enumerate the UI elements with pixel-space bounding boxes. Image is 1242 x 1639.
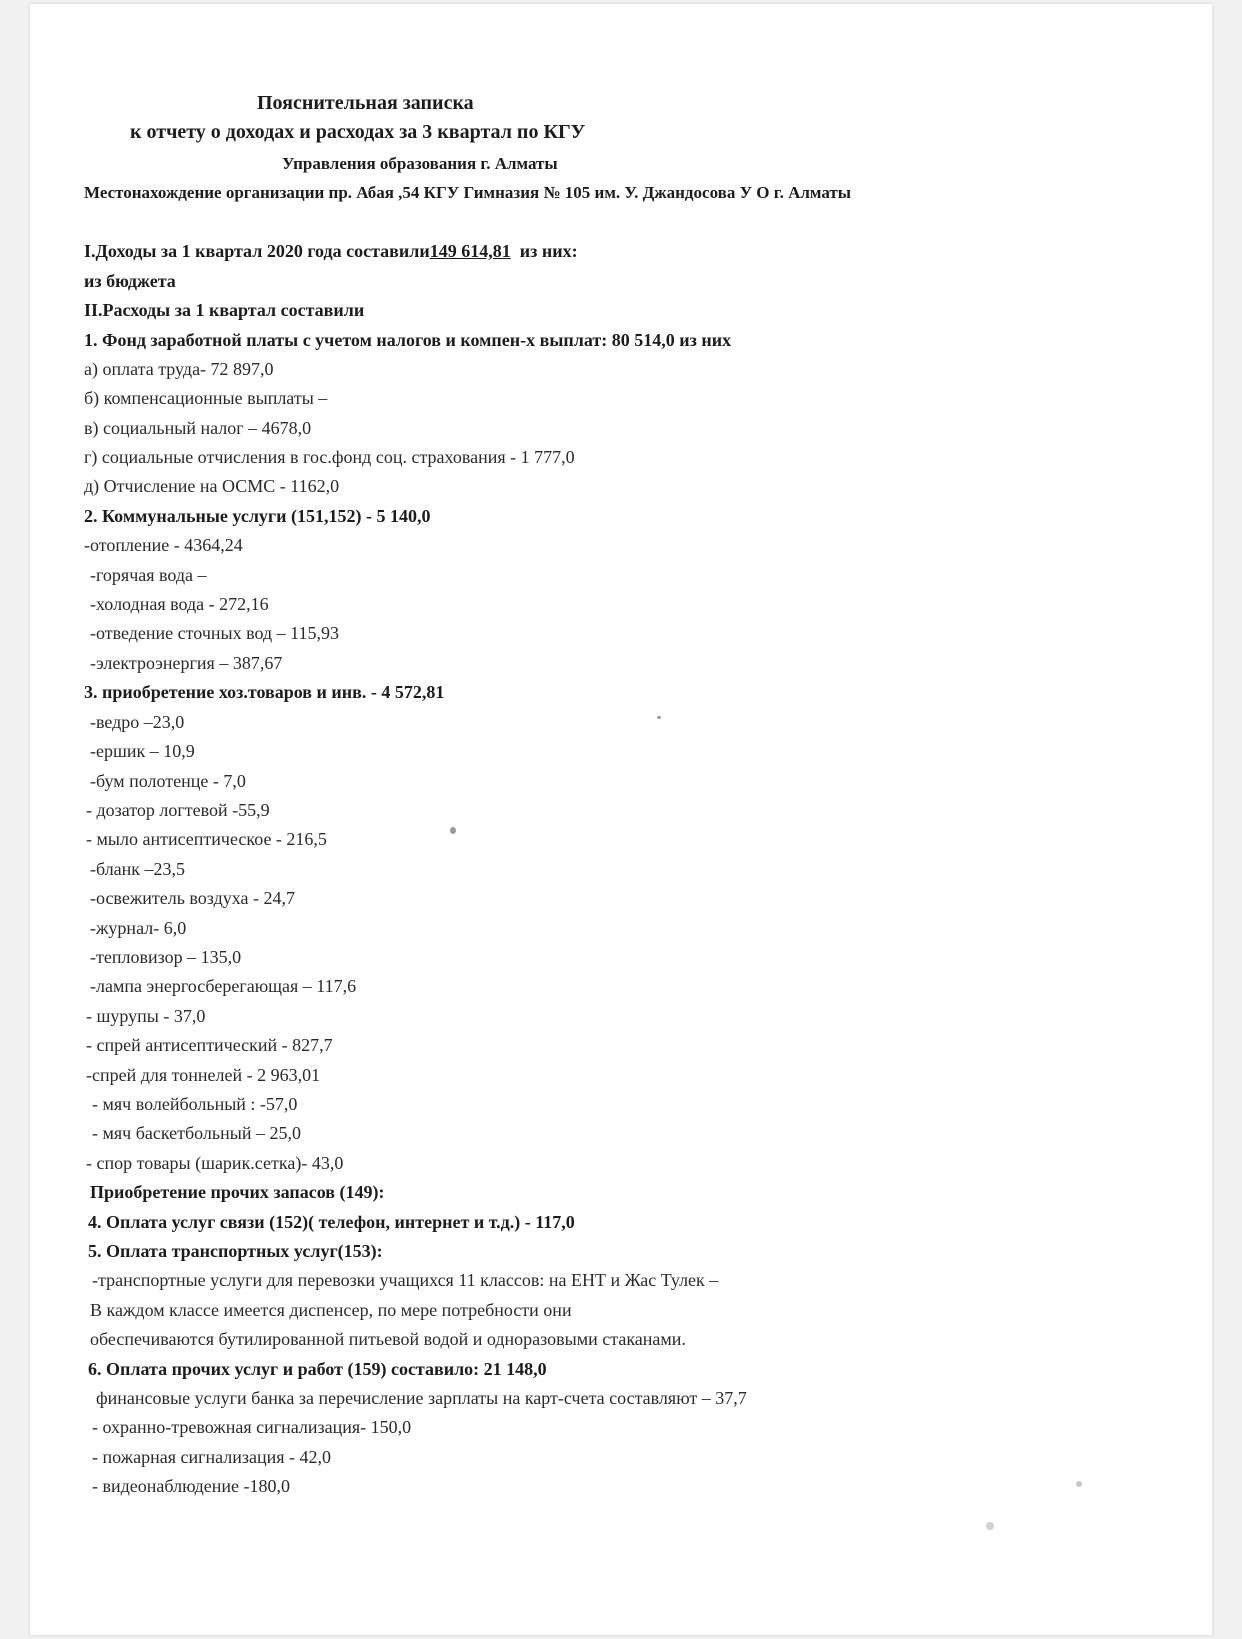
list-item: финансовые услуги банка за перечисление зарплаты на карт-счета составляют – 37,7: [96, 1388, 747, 1408]
scan-speck: [1076, 1481, 1082, 1487]
list-item: в) социальный налог – 4678,0: [84, 418, 312, 438]
list-item: В каждом классе имеется диспенсер, по мере потребности они: [90, 1300, 572, 1320]
list-item: -бланк –23,5: [90, 859, 186, 879]
income-label: I.Доходы за 1 квартал 2020 года составили: [84, 241, 430, 261]
list-item: - спрей антисептический - 827,7: [86, 1035, 333, 1055]
doc-organization: Управления образования г. Алматы: [282, 154, 558, 173]
list-item: -спрей для тоннелей - 2 963,01: [86, 1065, 321, 1085]
list-item: -электроэнергия – 387,67: [90, 653, 283, 673]
list-item: обеспечиваются бутилированной питьевой водой и одноразовыми стаканами.: [90, 1329, 686, 1349]
communication-heading: 4. Оплата услуг связи (152)( телефон, интернет и т.д.) - 117,0: [88, 1212, 575, 1232]
income-line: [84, 240, 578, 262]
list-item: - дозатор логтевой -55,9: [86, 800, 270, 820]
list-item: г) социальные отчисления в гос.фонд соц. страхования - 1 777,0: [84, 447, 575, 467]
other-stock-heading: Приобретение прочих запасов (149):: [90, 1182, 385, 1202]
list-item: - охранно-тревожная сигнализация- 150,0: [92, 1417, 412, 1437]
scan-speck: [986, 1522, 994, 1530]
list-item: - пожарная сигнализация - 42,0: [92, 1447, 332, 1467]
payroll-heading: 1. Фонд заработной платы с учетом налогов и компен-х выплат: 80 514,0 из них: [84, 330, 732, 350]
list-item: -ведро –23,0: [90, 712, 185, 732]
utilities-heading: 2. Коммунальные услуги (151,152) - 5 140,0: [84, 506, 431, 526]
transport-heading: 5. Оплата транспортных услуг(153):: [88, 1241, 383, 1261]
list-item: -тепловизор – 135,0: [90, 947, 242, 967]
scan-speck: [450, 827, 456, 834]
list-item: -отведение сточных вод – 115,93: [90, 623, 339, 643]
list-item: - видеонаблюдение -180,0: [92, 1476, 291, 1496]
doc-location: Местонахождение организации пр. Абая ,54 КГУ Гимназия № 105 им. У. Джандосова У О г. Алматы: [84, 183, 852, 202]
supplies-heading: 3. приобретение хоз.товаров и инв. - 4 572,81: [84, 682, 445, 702]
list-item: -отопление - 4364,24: [84, 535, 243, 555]
doc-subtitle: к отчету о доходах и расходах за 3 квартал по КГУ: [130, 121, 586, 143]
list-item: -горячая вода –: [90, 565, 207, 585]
expenses-heading: II.Расходы за 1 квартал составили: [84, 300, 365, 320]
list-item: д) Отчисление на ОСМС - 1162,0: [84, 476, 340, 496]
list-item: -лампа энергосберегающая – 117,6: [90, 976, 357, 996]
income-suffix: из них:: [519, 241, 578, 261]
list-item: -ершик – 10,9: [90, 741, 195, 761]
list-item: - спор товары (шарик.сетка)- 43,0: [86, 1153, 344, 1173]
list-item: -холодная вода - 272,16: [90, 594, 269, 614]
doc-title: Пояснительная записка: [257, 92, 474, 114]
list-item: -журнал- 6,0: [90, 918, 187, 938]
income-source: из бюджета: [84, 271, 176, 291]
list-item: -освежитель воздуха - 24,7: [90, 888, 295, 908]
list-item: - мыло антисептическое - 216,5: [86, 829, 327, 849]
list-item: -бум полотенце - 7,0: [90, 771, 246, 791]
list-item: - мяч баскетбольный – 25,0: [92, 1123, 301, 1143]
list-item: - мяч волейбольный : -57,0: [92, 1094, 298, 1114]
other-services-heading: 6. Оплата прочих услуг и работ (159) составило: 21 148,0: [88, 1359, 547, 1379]
list-item: - шурупы - 37,0: [86, 1006, 206, 1026]
scan-speck: [657, 716, 661, 719]
list-item: -транспортные услуги для перевозки учащихся 11 классов: на ЕНТ и Жас Тулек –: [92, 1270, 719, 1290]
list-item: а) оплата труда- 72 897,0: [84, 359, 274, 379]
list-item: б) компенсационные выплаты –: [84, 388, 328, 408]
income-amount: 149 614,81: [429, 241, 511, 261]
